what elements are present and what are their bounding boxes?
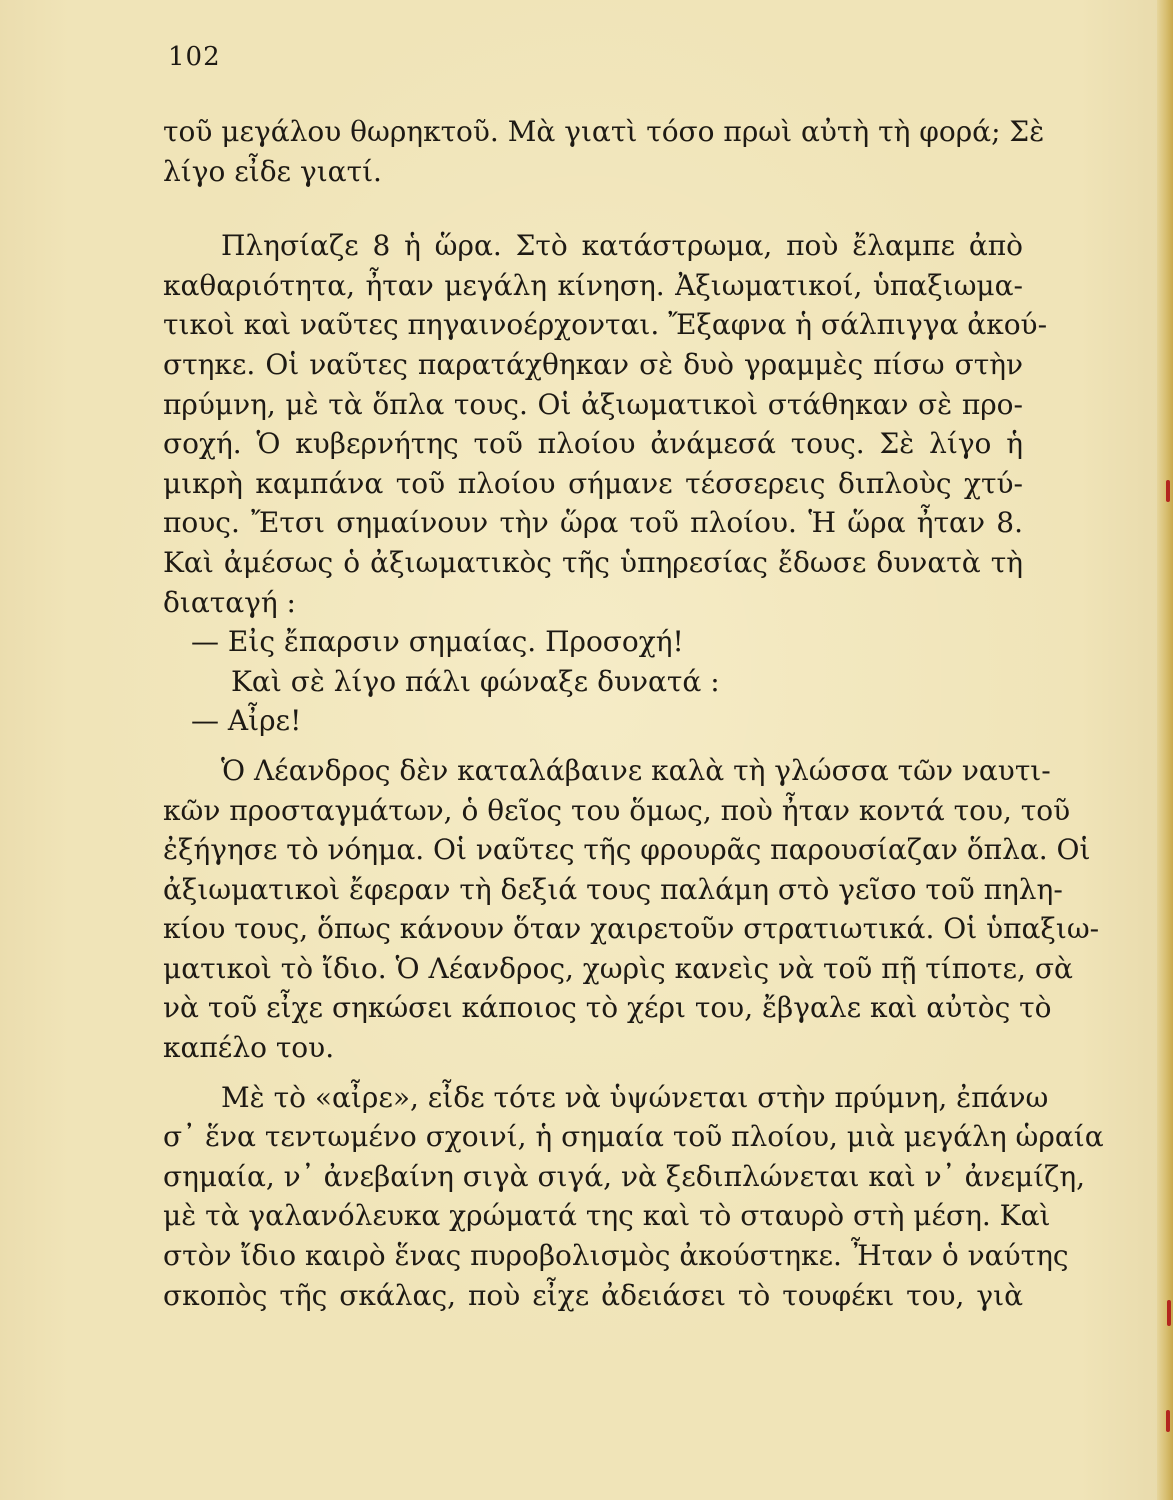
body-text xyxy=(163,112,1104,1315)
text-line: σημαία, ν᾽ ἀνεβαίνη σιγὰ σιγά, νὰ ξεδιπλώνεται καὶ ν᾽ ἀνεμίζη, xyxy=(163,1159,1086,1193)
red-edge-mark xyxy=(1166,1410,1170,1432)
page-number: 102 xyxy=(168,42,221,72)
text-line: κίου τους, ὅπως κάνουν ὅταν χαιρετοῦν στρατιωτικά. Οἱ ὑπαξιω- xyxy=(163,912,1100,946)
text-line: τοῦ μεγάλου θωρηκτοῦ. Μὰ γιατὶ τόσο πρωὶ αὐτὴ τὴ φορά; Σὲ xyxy=(163,115,1045,148)
text-line: σκοπὸς τῆς σκάλας, ποὺ εἶχε ἀδειάσει τὸ τουφέκι του, γιὰ xyxy=(163,1278,1023,1312)
text-line: σοχή. Ὁ κυβερνήτης τοῦ πλοίου ἀνάμεσά τους. Σὲ λίγο ἡ xyxy=(163,427,1023,461)
text-line: πους. Ἔτσι σημαίνουν τὴν ὥρα τοῦ πλοίου. Ἡ ὥρα ἦταν 8. xyxy=(163,506,1023,540)
text-line: καπέλο του. xyxy=(163,1031,335,1065)
text-line: μὲ τὰ γαλανόλευκα χρώματά της καὶ τὸ σταυρὸ στὴ μέση. Καὶ xyxy=(163,1199,1051,1233)
text-line: πρύμνη, μὲ τὰ ὅπλα τους. Οἱ ἀξιωματικοὶ στάθηκαν σὲ προ- xyxy=(163,387,1023,421)
text-line: διαταγή : xyxy=(163,585,296,619)
paragraph-gap xyxy=(163,191,1023,226)
text-line: στηκε. Οἱ ναῦτες παρατάχθηκαν σὲ δυὸ γραμμὲς πίσω στὴν xyxy=(163,347,1023,381)
text-line: Ὁ Λέανδρος δὲν καταλάβαινε καλὰ τὴ γλώσσα τῶν ναυτι- xyxy=(221,753,1051,787)
text-line: μικρὴ καμπάνα τοῦ πλοίου σήμανε τέσσερεις διπλοὺς χτύ- xyxy=(163,466,1023,500)
red-edge-mark xyxy=(1167,1300,1171,1326)
dialogue-line: Καὶ σὲ λίγο πάλι φώναξε δυνατά : xyxy=(231,664,720,698)
text-line: τικοὶ καὶ ναῦτες πηγαινοέρχονται. Ἔξαφνα ἡ σάλπιγγα ἀκού- xyxy=(163,308,1048,342)
text-line: λίγο εἶδε γιατί. xyxy=(163,154,382,188)
text-line: σ᾽ ἕνα τεντωμένο σχοινί, ἡ σημαία τοῦ πλοίου, μιὰ μεγάλη ὡραία xyxy=(163,1120,1104,1154)
text-line: Πλησίαζε 8 ἡ ὥρα. Στὸ κατάστρωμα, ποὺ ἔλαμπε ἀπὸ xyxy=(221,229,1023,263)
text-line: Μὲ τὸ «αἶρε», εἶδε τότε νὰ ὑψώνεται στὴν πρύμνη, ἐπάνω xyxy=(221,1080,1049,1114)
paragraph-gap xyxy=(163,1068,1023,1078)
dialogue-line: — Εἰς ἔπαρσιν σημαίας. Προσοχή! xyxy=(191,625,684,659)
text-line: καθαριότητα, ἦταν μεγάλη κίνηση. Ἀξιωματικοί, ὑπαξιωμα- xyxy=(163,268,1023,302)
dialogue-line: — Αἶρε! xyxy=(191,704,302,738)
text-line: νὰ τοῦ εἶχε σηκώσει κάποιος τὸ χέρι του, ἔβγαλε καὶ αὐτὸς τὸ xyxy=(163,991,1052,1025)
text-line: κῶν προσταγμάτων, ὁ θεῖος του ὅμως, ποὺ ἦταν κοντά του, τοῦ xyxy=(163,793,1071,827)
text-line: στὸν ἴδιο καιρὸ ἕνας πυροβολισμὸς ἀκούστηκε. Ἦταν ὁ ναύτης xyxy=(163,1239,1069,1273)
red-edge-mark xyxy=(1166,480,1170,502)
text-line: ἀξιωματικοὶ ἔφεραν τὴ δεξιά τους παλάμη στὸ γεῖσο τοῦ πηλη- xyxy=(163,872,1063,906)
text-line: Καὶ ἀμέσως ὁ ἀξιωματικὸς τῆς ὑπηρεσίας ἔδωσε δυνατὰ τὴ xyxy=(163,545,1023,579)
page-edge xyxy=(1157,0,1173,1500)
text-line: ἐξήγησε τὸ νόημα. Οἱ ναῦτες τῆς φρουρᾶς παρουσίαζαν ὅπλα. Οἱ xyxy=(163,833,1091,867)
text-line: ματικοὶ τὸ ἴδιο. Ὁ Λέανδρος, χωρὶς κανεὶς νὰ τοῦ πῇ τίποτε, σὰ xyxy=(163,951,1073,985)
paragraph-gap xyxy=(163,741,1023,751)
